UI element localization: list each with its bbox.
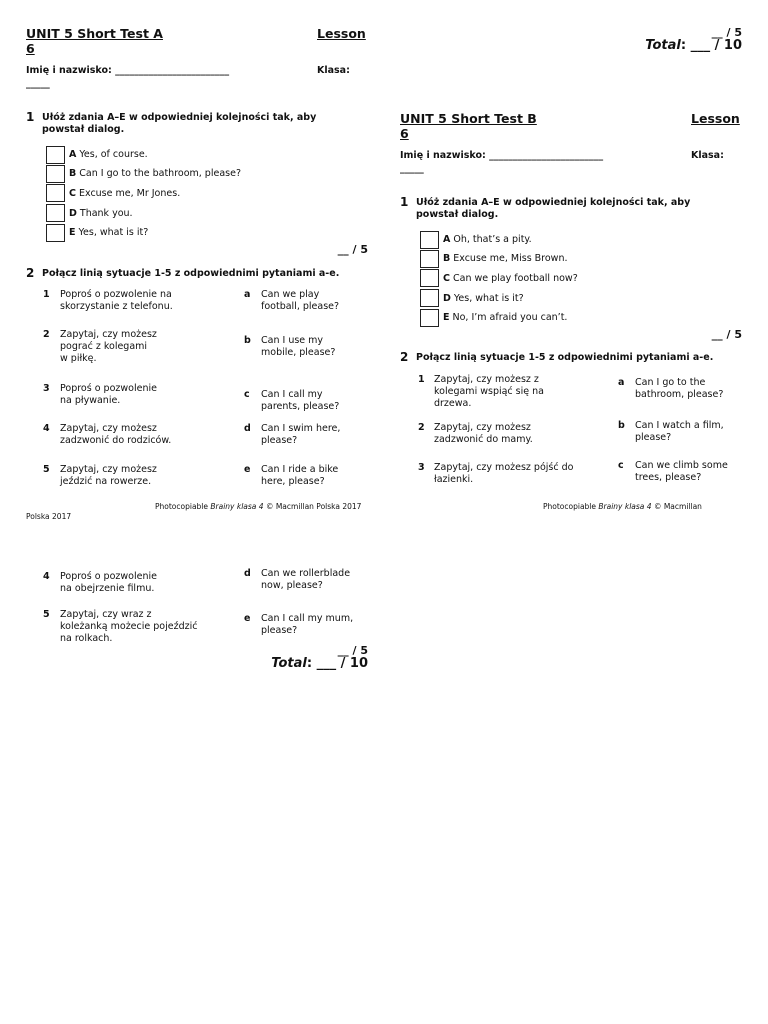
- question-text: Can I ride a bike here, please?: [261, 464, 339, 487]
- situation-text: Zapytaj, czy możesz zadzwonić do rodziców.: [60, 423, 172, 446]
- answer-box[interactable]: [46, 224, 65, 242]
- question-text: Can I watch a film, please?: [635, 420, 724, 443]
- test-b-title: UNIT 5 Short Test B: [400, 111, 537, 126]
- test-a-lesson: Lesson: [317, 26, 366, 41]
- test-a-q1-number: 1: [26, 110, 35, 124]
- situation-number: 5: [43, 464, 50, 475]
- question-text: Can we play football, please?: [261, 289, 340, 312]
- test-a-q2-instruction: Połącz linią sytuacje 1-5 z odpowiednimi pytaniami a-e.: [42, 268, 340, 279]
- answer-box[interactable]: [420, 289, 439, 307]
- answer-box[interactable]: [46, 146, 65, 164]
- test-b-q1-instruction-line1: Ułóż zdania A–E w odpowiedniej kolejności tak, aby: [416, 197, 691, 208]
- answer-box[interactable]: [420, 309, 439, 327]
- test-b-name-line-cont: _____: [400, 163, 424, 174]
- question-letter: a: [244, 289, 251, 300]
- option-item: B Excuse me, Miss Brown.: [443, 253, 568, 264]
- test-b-q1-instruction: [416, 197, 690, 221]
- test-a-q1-instruction-line2: powstał dialog.: [42, 124, 125, 135]
- question-text: Can we climb some trees, please?: [635, 460, 728, 483]
- question-letter: e: [244, 613, 251, 624]
- question-letter: e: [244, 464, 251, 475]
- answer-box[interactable]: [46, 165, 65, 183]
- situation-number: 1: [43, 289, 50, 300]
- test-b-q2-score: __ / 5: [337, 644, 368, 657]
- test-a-q1-instruction-line1: Ułóż zdania A–E w odpowiedniej kolejności tak, aby: [42, 112, 317, 123]
- situation-number: 3: [43, 383, 50, 394]
- option-item: D Yes, what is it?: [443, 293, 524, 304]
- test-b-q1-instruction-line2: powstał dialog.: [416, 209, 499, 220]
- test-a-footer-cont: Polska 2017: [26, 512, 72, 521]
- answer-box[interactable]: [46, 184, 65, 202]
- option-item: C Excuse me, Mr Jones.: [69, 188, 181, 199]
- test-b-title-number: 6: [400, 126, 409, 141]
- answer-box[interactable]: [420, 269, 439, 287]
- question-text: Can I use my mobile, please?: [261, 335, 336, 358]
- test-a-q1-score: __ / 5: [337, 243, 368, 256]
- situation-number: 4: [43, 423, 50, 434]
- situation-number: 2: [43, 329, 50, 340]
- test-a-name-label: Imię i nazwisko: ________________________: [26, 65, 230, 76]
- test-b-total: Total: ___ / 10: [271, 656, 368, 671]
- question-text: Can we rollerblade now, please?: [261, 568, 351, 591]
- test-a-q2-number: 2: [26, 266, 35, 280]
- test-b-q2-instruction: Połącz linią sytuacje 1-5 z odpowiednimi pytaniami a-e.: [416, 352, 714, 363]
- situation-number: 1: [418, 374, 425, 385]
- top-right-score: __ / 5: [711, 26, 742, 39]
- test-b-footer: Photocopiable Brainy klasa 4 © Macmillan: [543, 502, 702, 511]
- question-text: Can I call my mum, please?: [261, 613, 354, 636]
- answer-box[interactable]: [420, 231, 439, 249]
- situation-number: 2: [418, 422, 425, 433]
- situation-text: Zapytaj, czy możesz pójść do łazienki.: [434, 462, 574, 485]
- situation-number: 5: [43, 609, 50, 620]
- test-a-footer: Photocopiable Brainy klasa 4 © Macmillan Polska 2017: [155, 502, 362, 511]
- test-a-title: UNIT 5 Short Test A: [26, 26, 163, 41]
- test-a-name-line-cont: _____: [26, 78, 50, 89]
- option-item: A Oh, that’s a pity.: [443, 234, 532, 245]
- question-text: Can I go to the bathroom, please?: [635, 377, 724, 400]
- answer-box[interactable]: [46, 204, 65, 222]
- test-b-lesson: Lesson: [691, 111, 740, 126]
- option-item: E No, I’m afraid you can’t.: [443, 312, 568, 323]
- situation-text: Poproś o pozwolenie na pływanie.: [60, 383, 157, 406]
- answer-box[interactable]: [420, 250, 439, 268]
- situation-text: Zapytaj, czy możesz pograć z kolegami w piłkę.: [60, 329, 157, 364]
- situation-text: Poproś o pozwolenie na obejrzenie filmu.: [60, 571, 157, 594]
- test-a-q1-instruction: [42, 112, 316, 136]
- option-item: E Yes, what is it?: [69, 227, 149, 238]
- option-item: C Can we play football now?: [443, 273, 578, 284]
- test-a-title-number: 6: [26, 41, 35, 56]
- test-b-class-label: Klasa:: [691, 150, 724, 161]
- question-letter: d: [244, 568, 251, 579]
- option-item: A Yes, of course.: [69, 149, 148, 160]
- option-item: D Thank you.: [69, 208, 133, 219]
- situation-number: 4: [43, 571, 50, 582]
- question-letter: a: [618, 377, 625, 388]
- question-text: Can I swim here, please?: [261, 423, 341, 446]
- test-b-name-label: Imię i nazwisko: ________________________: [400, 150, 604, 161]
- test-b-q1-number: 1: [400, 195, 409, 209]
- question-letter: b: [244, 335, 251, 346]
- option-item: B Can I go to the bathroom, please?: [69, 168, 241, 179]
- question-letter: d: [244, 423, 251, 434]
- situation-number: 3: [418, 462, 425, 473]
- question-letter: c: [244, 389, 250, 400]
- question-text: Can I call my parents, please?: [261, 389, 340, 412]
- situation-text: Zapytaj, czy możesz zadzwonić do mamy.: [434, 422, 533, 445]
- question-letter: b: [618, 420, 625, 431]
- top-right-total: Total: ___ / 10: [645, 38, 742, 53]
- test-b-q1-score: __ / 5: [711, 328, 742, 341]
- situation-text: Zapytaj, czy możesz z kolegami wspiąć się na drzewa.: [434, 374, 544, 409]
- test-a-class-label: Klasa:: [317, 65, 350, 76]
- situation-text: Zapytaj, czy możesz jeździć na rowerze.: [60, 464, 157, 487]
- question-letter: c: [618, 460, 624, 471]
- situation-text: Poproś o pozwolenie na skorzystanie z telefonu.: [60, 289, 173, 312]
- situation-text: Zapytaj, czy wraz z koleżanką możecie pojeździć na rolkach.: [60, 609, 198, 644]
- test-b-q2-number: 2: [400, 350, 409, 364]
